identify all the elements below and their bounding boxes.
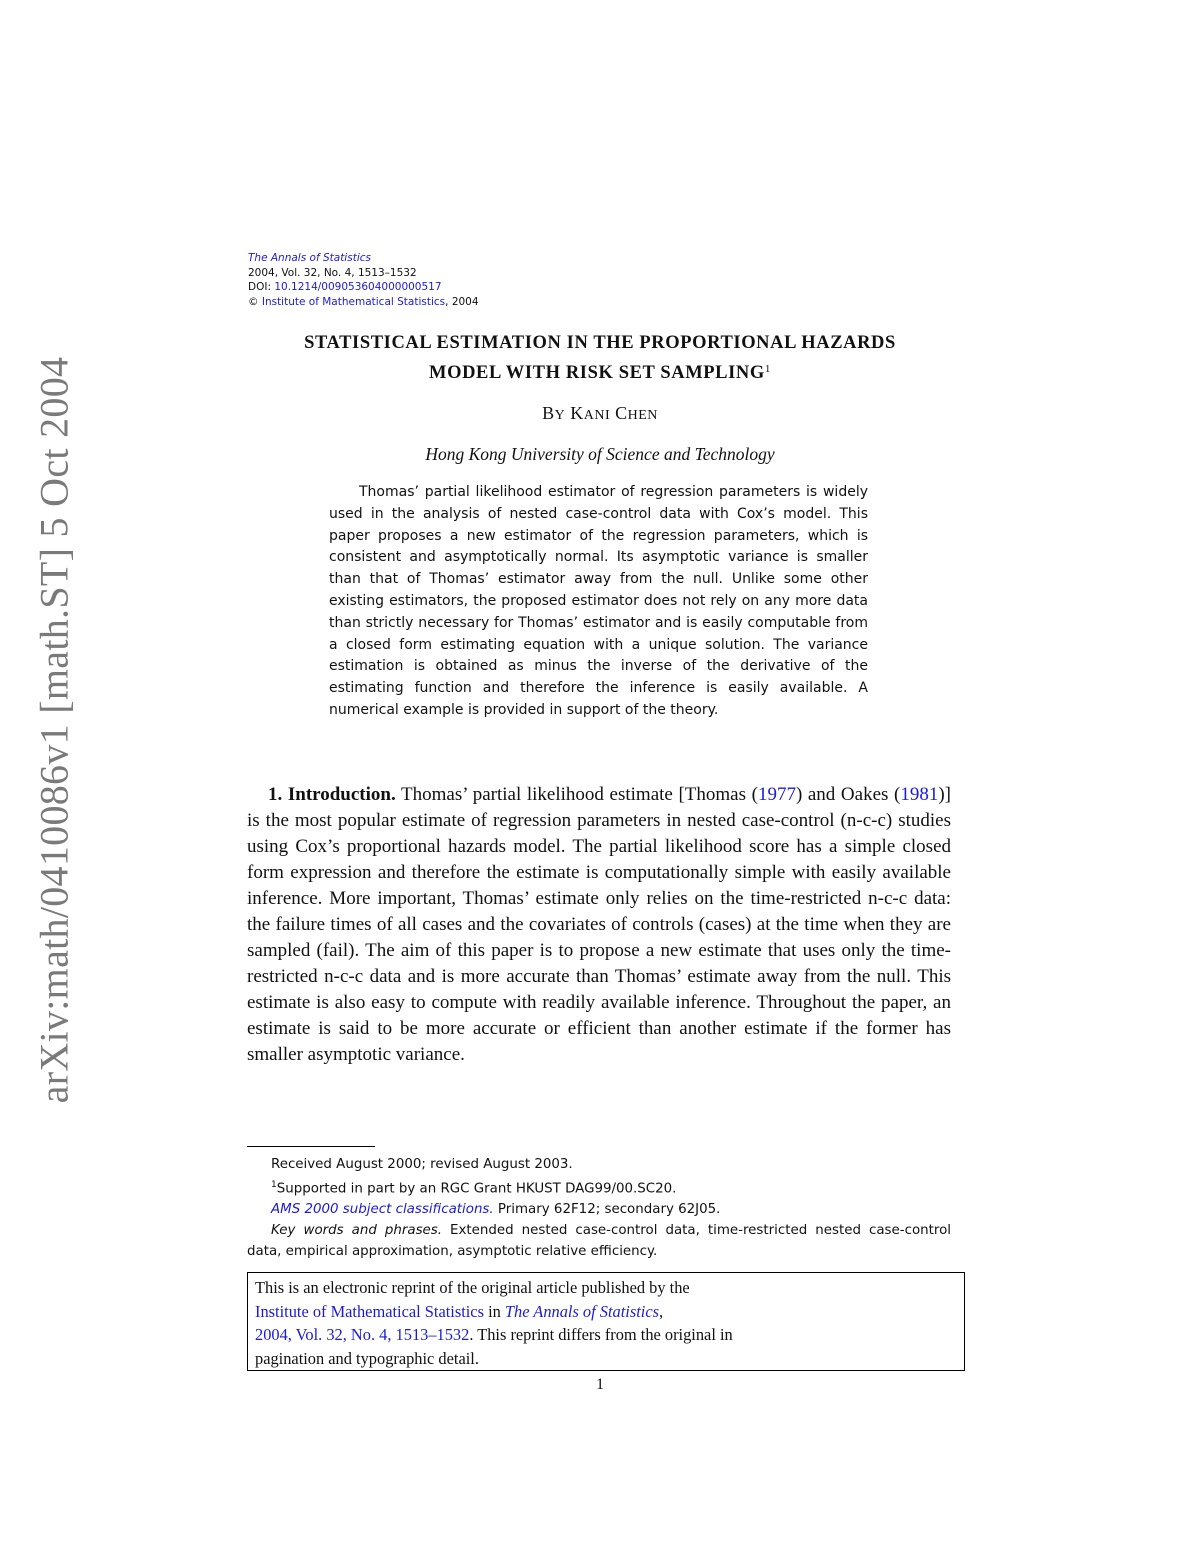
citation-link-1981[interactable]: 1981: [900, 784, 939, 805]
ams-classification-link[interactable]: AMS 2000 subject classifications.: [271, 1202, 494, 1218]
funding-text: Supported in part by an RGC Grant HKUST DAG99/00.SC20.: [276, 1181, 677, 1197]
title-footnote-mark: 1: [764, 363, 771, 375]
publisher-link[interactable]: Institute of Mathematical Statistics: [261, 295, 446, 308]
journal-name-link[interactable]: The Annals of Statistics: [248, 252, 371, 264]
arxiv-identifier: arXiv:math/0410086v1 [math.ST] 5 Oct 2004: [31, 356, 77, 1104]
intro-text-1: Thomas’ partial likelihood estimate [Thomas (: [395, 784, 758, 805]
author-last-initial: C: [615, 403, 628, 423]
doi-link[interactable]: 10.1214/009053604000000517: [274, 281, 442, 293]
intro-text-3: )] is the most popular estimate of regression parameters in nested case-control (n-c-c) studies using Cox’s proportional hazards model. The partial likelihood score has a simple closed form expression and therefore the estimate is computationally simple with easily available inference. More important, Thomas’ estimate only relies on the time-restricted n-c-c data: the failure times of all cases and the covariates of controls (cases) at the time when they are sampled (fail). The aim of this paper is to propose a new estimate that uses only the time-restricted n-c-c data and is more accurate than Thomas’ estimate away from the null. This estimate is also easy to compute with readily available inference. Throughout the paper, an estimate is said to be more accurate or efficient than another estimate if the former has smaller asymptotic variance.: [247, 784, 951, 1065]
keywords: [247, 1220, 951, 1262]
reprint-rest: . This reprint differs from the original in: [469, 1325, 733, 1344]
author-first-initial: K: [570, 403, 584, 423]
author-first-rest: ANI: [583, 408, 611, 423]
introduction-section: [247, 782, 951, 1068]
title-line-2: MODEL WITH RISK SET SAMPLING: [429, 363, 765, 383]
reprint-line-1: This is an electronic reprint of the original article published by the: [255, 1278, 690, 1297]
keywords-label: Key words and phrases.: [271, 1223, 443, 1239]
author-by-rest: Y: [554, 408, 566, 423]
page-number: 1: [596, 1376, 604, 1393]
citation-link-1977[interactable]: 1977: [757, 784, 796, 805]
author-line: [240, 403, 960, 424]
reprint-publisher-link[interactable]: Institute of Mathematical Statistics: [255, 1301, 484, 1321]
copyright-year: , 2004: [445, 295, 479, 308]
arxiv-sidebar-stamp: [24, 350, 84, 1110]
author-last-rest: HEN: [627, 408, 658, 423]
doi-label: DOI:: [248, 281, 275, 293]
footnote-rule: [247, 1146, 375, 1147]
reprint-notice-box: [247, 1272, 965, 1371]
reprint-comma: ,: [658, 1301, 664, 1321]
paper-title: [240, 330, 960, 386]
reprint-volume-link[interactable]: 2004, Vol. 32, No. 4, 1513–1532: [255, 1325, 470, 1344]
journal-header: [248, 251, 479, 309]
title-line-1: STATISTICAL ESTIMATION IN THE PROPORTIONAL HAZARDS: [304, 333, 896, 353]
received-dates: Received August 2000; revised August 2003.: [271, 1157, 573, 1172]
reprint-journal-link[interactable]: The Annals of Statistics: [504, 1301, 659, 1321]
volume-line: 2004, Vol. 32, No. 4, 1513–1532: [248, 266, 417, 279]
footnotes: [247, 1154, 951, 1262]
section-heading: 1. Introduction.: [268, 784, 396, 805]
intro-text-2: ) and Oakes (: [795, 784, 901, 805]
funding-footnote: [247, 1175, 951, 1199]
footnote-mark: 1: [271, 1180, 277, 1190]
author-by-initial: B: [542, 403, 555, 423]
affiliation: Hong Kong University of Science and Technology: [425, 444, 775, 464]
ams-codes: Primary 62F12; secondary 62J05.: [493, 1202, 721, 1218]
reprint-line-4: pagination and typographic detail.: [255, 1348, 479, 1368]
copyright-icon: ©: [248, 295, 259, 308]
keywords-text: Extended nested case-control data, time-restricted nested case-control data, empirical approximation, asymptotic relative efficiency.: [247, 1223, 951, 1260]
ams-classification: [247, 1199, 951, 1220]
reprint-in: in: [483, 1301, 505, 1321]
abstract: Thomas’ partial likelihood estimator of regression parameters is widely used in the analysis of nested case-control data with Cox’s model. This paper proposes a new estimator of the regression parameters, which is consistent and asymptotically normal. Its asymptotic variance is smaller than that of Thomas’ estimator away from the null. Unlike some other existing estimators, the proposed estimator does not rely on any more data than strictly necessary for Thomas’ estimator and is easily computable from a closed form estimating equation with a unique solution. The variance estimation is obtained as minus the inverse of the derivative of the estimating function and therefore the inference is easily available. A numerical example is provided in support of the theory.: [329, 484, 868, 718]
